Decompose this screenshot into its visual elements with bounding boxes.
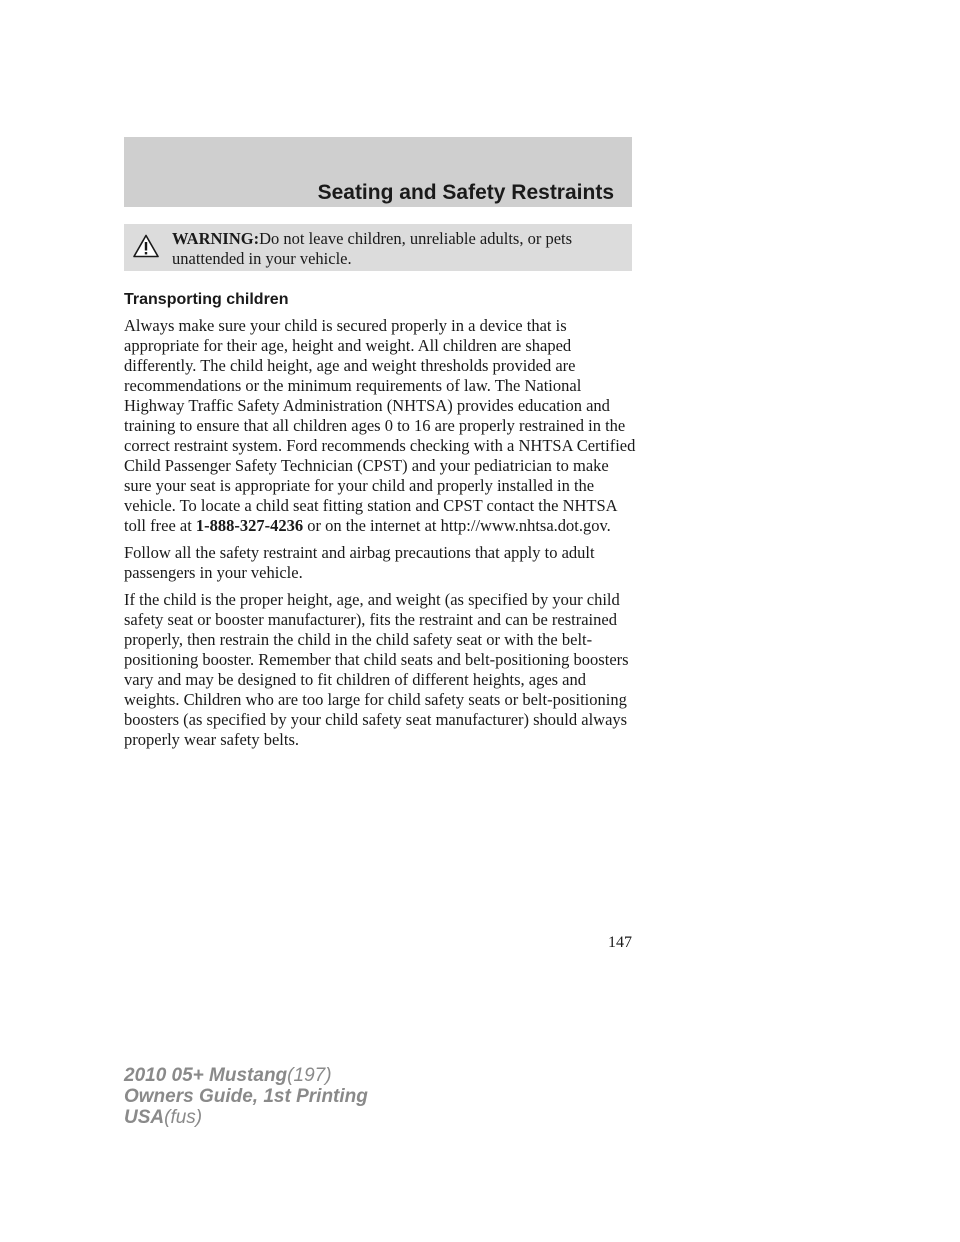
warning-message: Do not leave children, unreliable adults, or pets unattended in your vehicle. xyxy=(172,229,573,268)
footer-line-market xyxy=(124,1107,368,1128)
body-text xyxy=(124,316,636,757)
page-number: 147 xyxy=(608,934,632,951)
warning-text xyxy=(172,229,622,269)
footer-market: USA xyxy=(124,1107,165,1128)
warning-label: WARNING: xyxy=(172,229,260,248)
footer-line-model xyxy=(124,1065,368,1086)
section-title: Seating and Safety Restraints xyxy=(317,181,614,204)
warning-triangle-icon xyxy=(133,234,159,258)
footer-line-printing: Owners Guide, 1st Printing xyxy=(124,1086,368,1107)
paragraph-text: or on the internet at http://www.nhtsa.dot.gov. xyxy=(303,516,611,535)
footer-model-code: (197) xyxy=(287,1065,332,1086)
footer-market-code: (fus) xyxy=(164,1107,203,1128)
paragraph-transporting xyxy=(124,316,636,536)
paragraph-precautions: Follow all the safety restraint and airbag precautions that apply to adult passengers in your vehicle. xyxy=(124,543,595,582)
paragraph-text: Always make sure your child is secured properly in a device that is appropriate for their age, height and weight. All children are shaped differently. The child height, age and weight thresholds provided are recommendations or the minimum requirements of law. The National Highway Traffic Safety Administration (NHTSA) provides education and training to ensure that all children ages 0 to 16 are properly restrained in the correct restraint system. Ford recommends checking with a NHTSA Certified Child Passenger Safety Technician (CPST) and your pediatrician to make sure your seat is appropriate for your child and properly installed in the vehicle. To locate a child seat fitting station and CPST contact the NHTSA toll free at xyxy=(124,316,636,535)
paragraph-restrain: If the child is the proper height, age, and weight (as specified by your child safety seat or booster manufacturer), fits the restraint and can be restrained properly, then restrain the child in the child safety seat or with the belt-positioning booster. Remember that child seats and belt-positioning boosters vary and may be designed to fit children of different heights, ages and weights. Children who are too large for child safety seats or belt-positioning boosters (as specified by your child safety seat manufacturer) should always properly wear safety belts. xyxy=(124,590,629,749)
print-footer xyxy=(124,1065,368,1128)
section-header-bar xyxy=(124,137,632,207)
section-subheading: Transporting children xyxy=(124,291,289,308)
footer-model: 2010 05+ Mustang xyxy=(124,1065,288,1086)
warning-box xyxy=(124,224,632,271)
nhtsa-phone-number: 1-888-327-4236 xyxy=(195,516,304,535)
